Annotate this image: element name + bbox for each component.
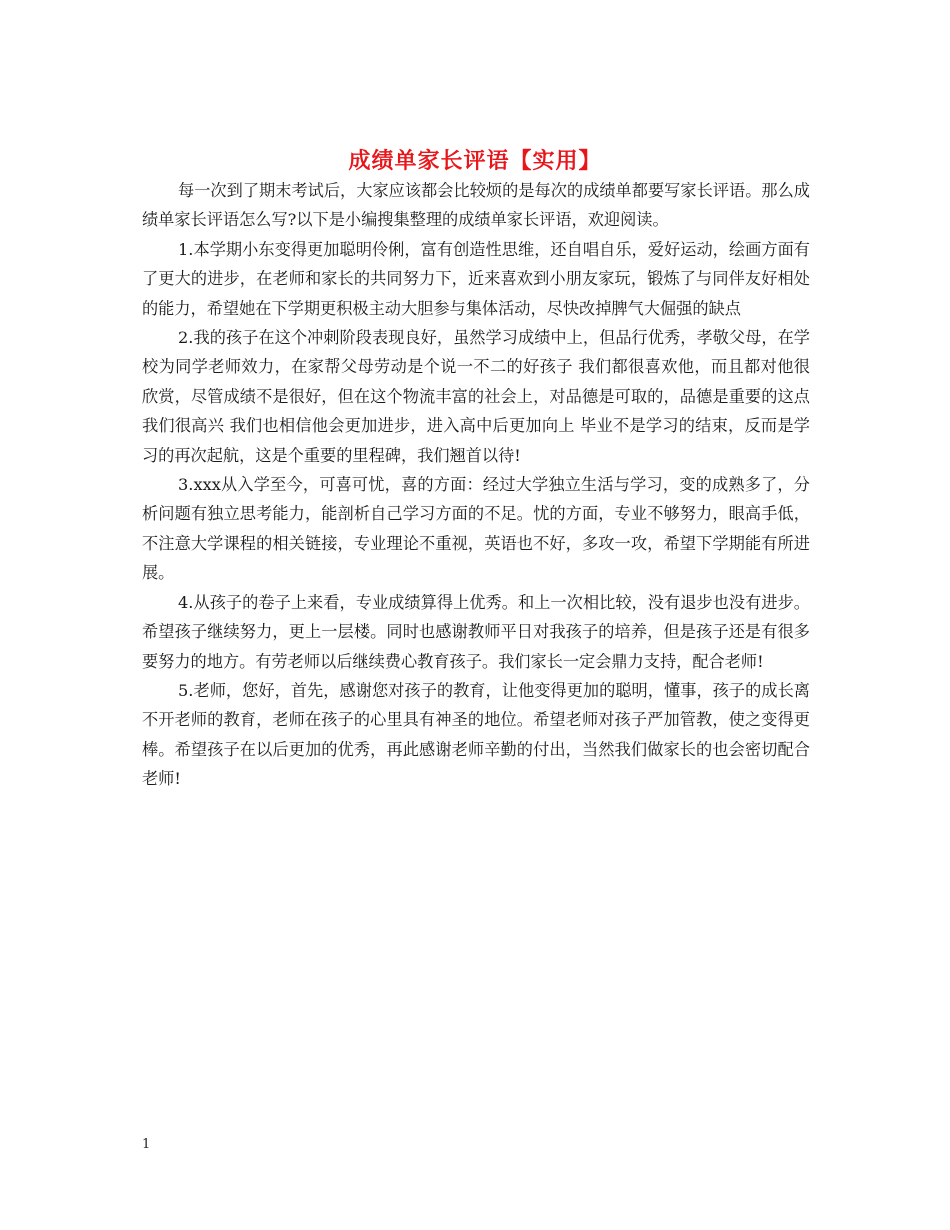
comment-paragraph-1: 1.本学期小东变得更加聪明伶俐，富有创造性思维，还自唱自乐，爱好运动，绘画方面有了更大的进步，在老师和家长的共同努力下，近来喜欢到小朋友家玩，锻炼了与同伴友好相处的能力，希望她在下学期更积极主动大胆参与集体活动，尽快改掉脾气大倔强的缺点: [142, 239, 810, 318]
document-title: 成绩单家长评语【实用】: [348, 148, 602, 174]
page-number: 1: [142, 1137, 151, 1152]
comment-paragraph-2: 2.我的孩子在这个冲刺阶段表现良好，虽然学习成绩中上，但品行优秀，孝敬父母，在学校为同学老师效力，在家帮父母劳动是个说一不二的好孩子 我们都很喜欢他，而且都对他很欣赏，尽管成绩不是很好，但在这个物流丰富的社会上，对品德是可取的，品德是重要的这点我们很高兴 我们也相信他会更加进步，进入高中后更加向上 毕业不是学习的结束，反而是学习的再次起航，这是个重要的里程碑，我们翘首以待!: [142, 328, 810, 465]
document-body: [142, 176, 810, 794]
intro-paragraph: 每一次到了期末考试后，大家应该都会比较烦的是每次的成绩单都要写家长评语。那么成绩单家长评语怎么写?以下是小编搜集整理的成绩单家长评语，欢迎阅读。: [142, 181, 810, 230]
comment-paragraph-4: 4.从孩子的卷子上来看，专业成绩算得上优秀。和上一次相比较，没有退步也没有进步。希望孩子继续努力，更上一层楼。同时也感谢教师平日对我孩子的培养，但是孩子还是有很多要努力的地方。有劳老师以后继续费心教育孩子。我们家长一定会鼎力支持，配合老师!: [142, 592, 810, 671]
comment-paragraph-3: 3.xxx从入学至今，可喜可忧，喜的方面：经过大学独立生活与学习，变的成熟多了，分析问题有独立思考能力，能剖析自己学习方面的不足。忧的方面，专业不够努力，眼高手低，不注意大学课程的相关链接，专业理论不重视，英语也不好，多攻一攻，希望下学期能有所进展。: [142, 475, 810, 583]
comment-paragraph-5: 5.老师，您好，首先，感谢您对孩子的教育，让他变得更加的聪明，懂事，孩子的成长离不开老师的教育，老师在孩子的心里具有神圣的地位。希望老师对孩子严加管教，使之变得更棒。希望孩子在以后更加的优秀，再此感谢老师辛勤的付出，当然我们做家长的也会密切配合老师!: [142, 680, 810, 789]
